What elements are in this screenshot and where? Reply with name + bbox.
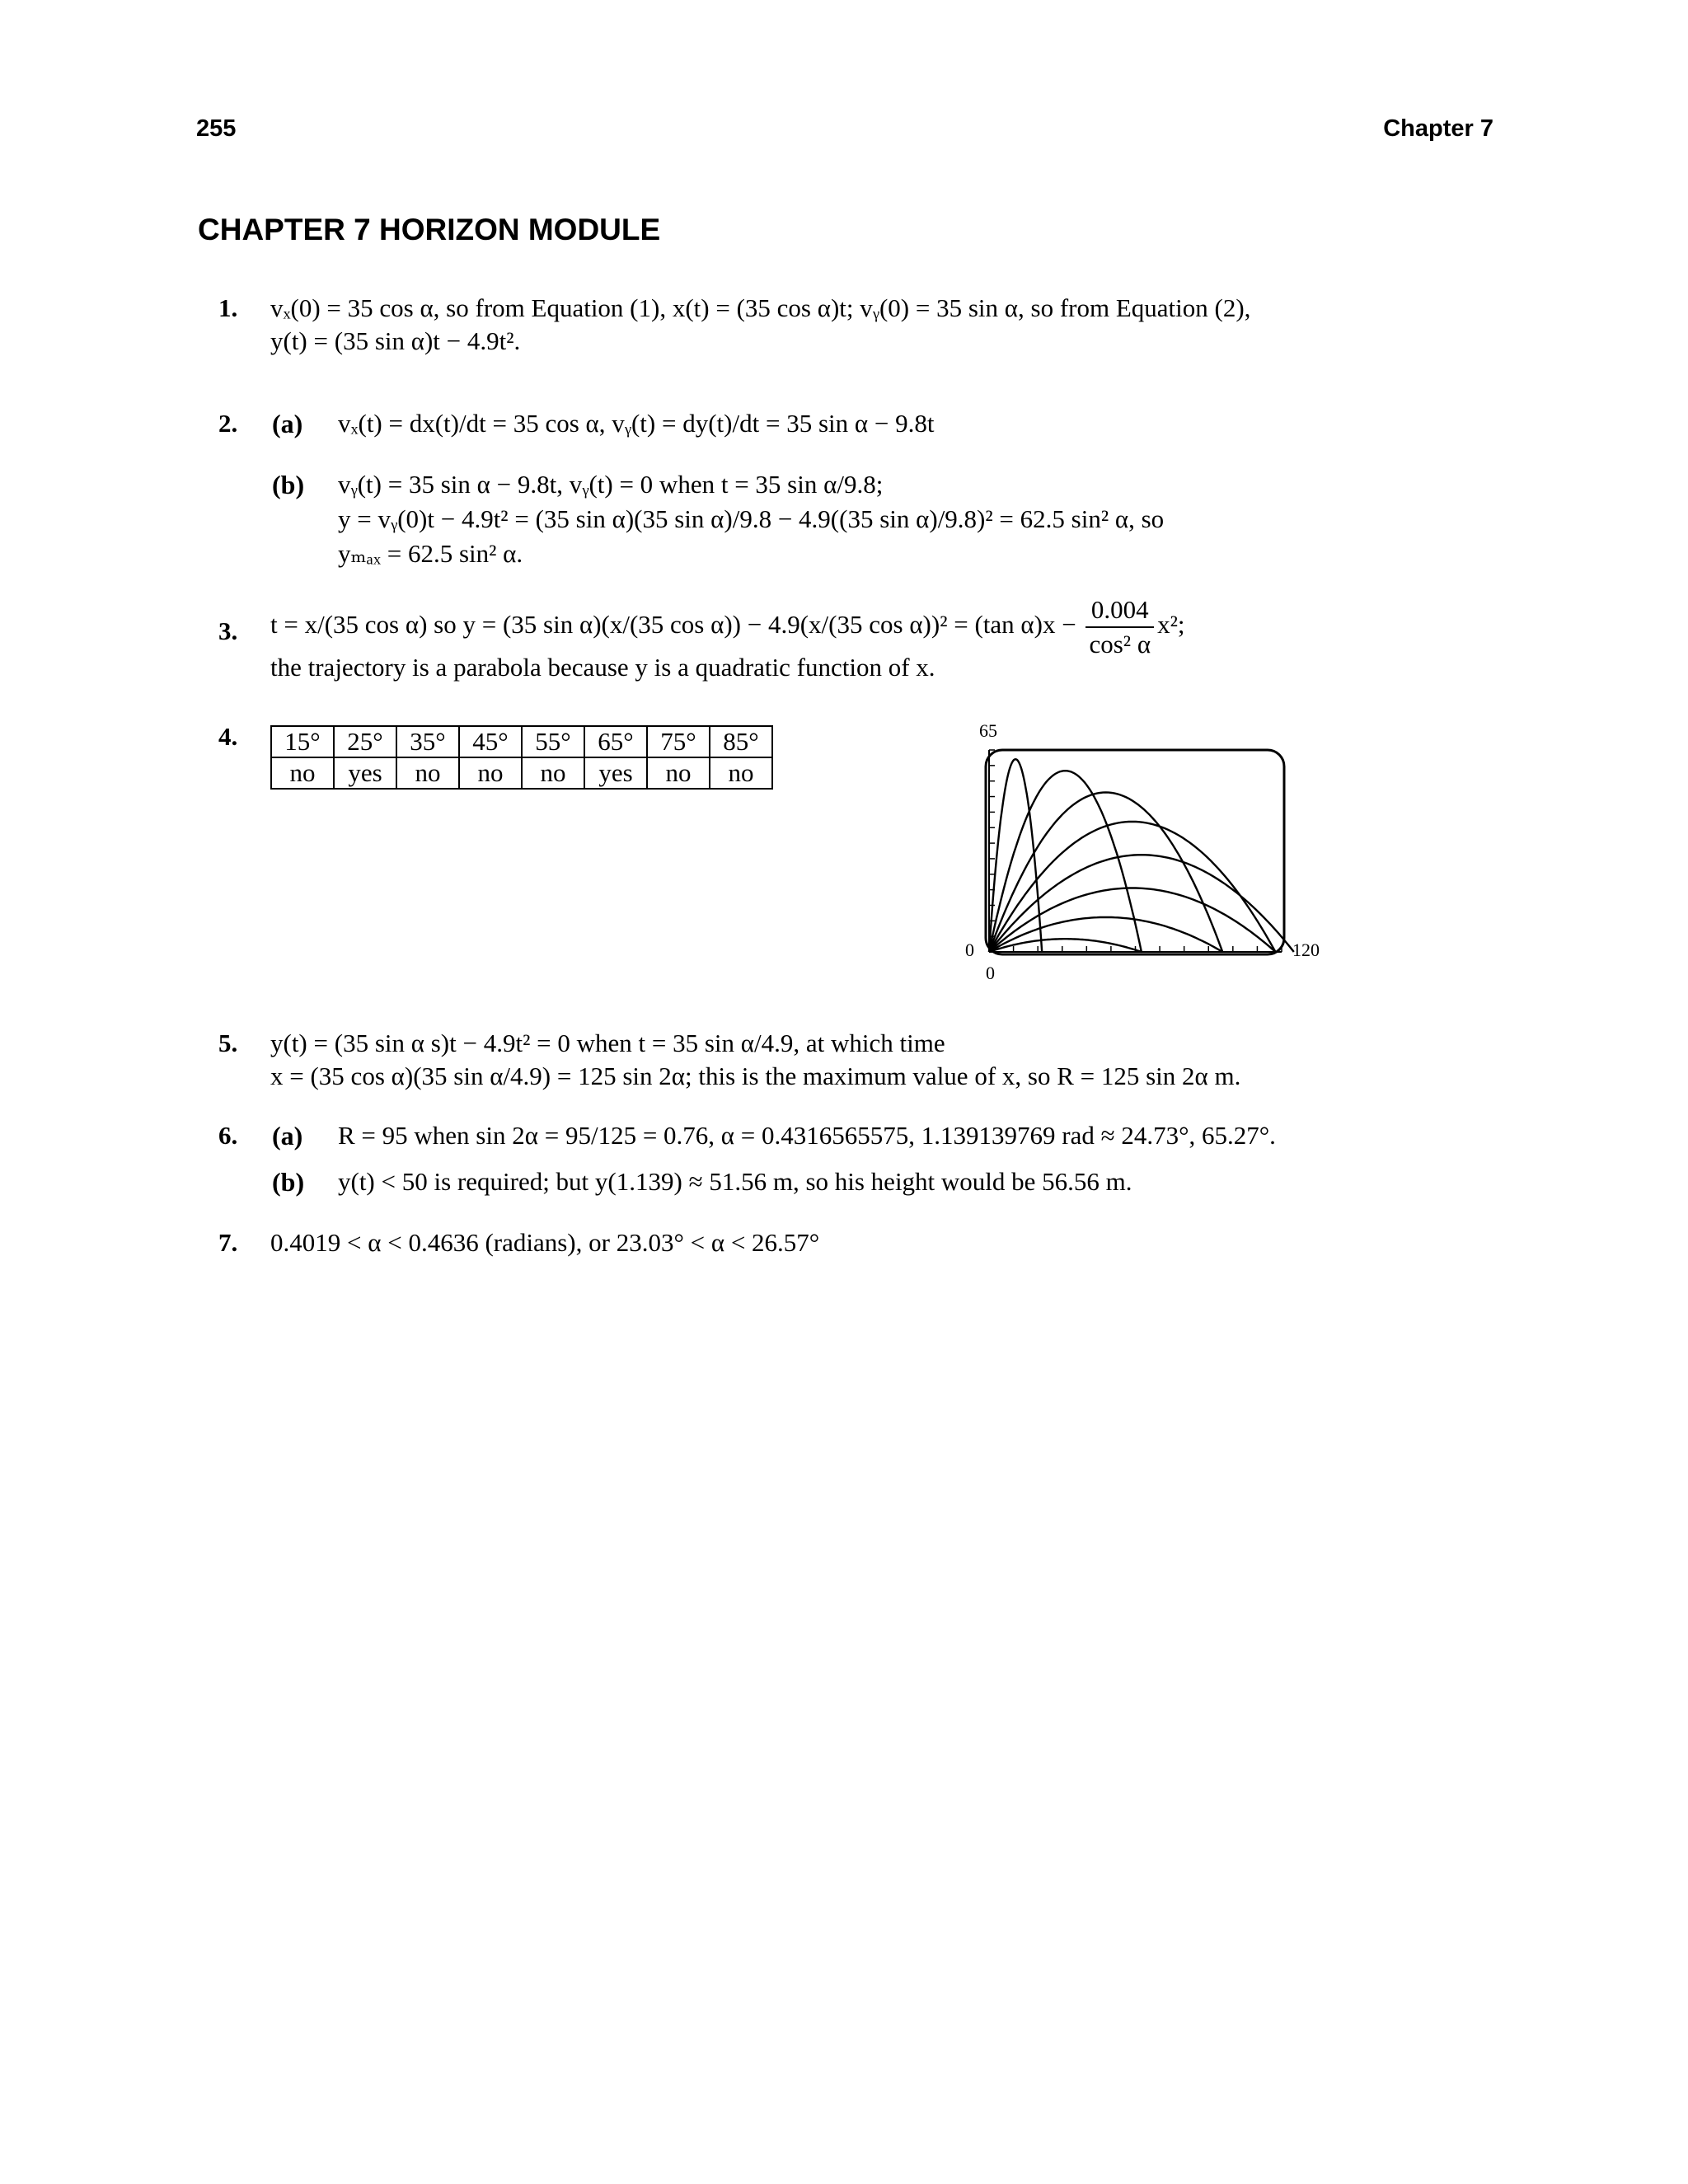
trajectory-curves <box>989 759 1294 952</box>
answer-cell: no <box>459 757 522 789</box>
trajectory-plot <box>956 717 1335 989</box>
problem-3-line-2: the trajectory is a parabola because y is a quadratic function of x. <box>270 653 935 682</box>
y-max-label: 65 <box>979 720 997 741</box>
problem-7-text: 0.4019 < α < 0.4636 (radians), or 23.03° < α < 26.57° <box>270 1228 820 1257</box>
problem-6b-label: (b) <box>272 1167 305 1197</box>
angle-cell: 75° <box>647 726 710 757</box>
answer-cell: yes <box>584 757 647 789</box>
problem-6a-text: R = 95 when sin 2α = 95/125 = 0.76, α = 0.4316565575, 1.139139769 rad ≈ 24.73°, 65.27°. <box>338 1121 1276 1150</box>
page-title: CHAPTER 7 HORIZON MODULE <box>198 213 661 246</box>
running-head-chapter: Chapter 7 <box>1383 115 1493 142</box>
answer-cell: no <box>271 757 334 789</box>
problem-2b-line-3: yₘₐₓ = 62.5 sin² α. <box>338 539 523 568</box>
problem-3-equation: t = x/(35 cos α) so y = (35 sin α)(x/(35 cos α)) − 4.9(x/(35 cos α))² = (tan α)x − <box>270 610 1076 640</box>
answer-cell: yes <box>334 757 396 789</box>
problem-6a-label: (a) <box>272 1121 303 1151</box>
problem-number-5: 5. <box>218 1029 238 1057</box>
angle-cell: 45° <box>459 726 522 757</box>
problem-number-4: 4. <box>218 722 238 751</box>
angle-cell: 65° <box>584 726 647 757</box>
fraction-numerator: 0.004 <box>1085 593 1154 628</box>
problem-6b-text: y(t) < 50 is required; but y(1.139) ≈ 51.56 m, so his height would be 56.56 m. <box>338 1167 1132 1196</box>
trajectory-curve-25 <box>989 917 1222 952</box>
answer-cell: no <box>396 757 459 789</box>
answer-cell: no <box>710 757 772 789</box>
angle-table <box>270 725 773 790</box>
fraction-denominator: cos² α <box>1089 630 1151 658</box>
problem-5-line-2: x = (35 cos α)(35 sin α/4.9) = 125 sin 2α; this is the maximum value of x, so R = 125 sin 2α m. <box>270 1062 1241 1090</box>
problem-2b-line-2: y = vᵧ(0)t − 4.9t² = (35 sin α)(35 sin α)/9.8 − 4.9((35 sin α)/9.8)² = 62.5 sin² α, so <box>338 504 1165 533</box>
problem-3-equation-end: x²; <box>1157 610 1185 640</box>
angle-cell: 35° <box>396 726 459 757</box>
problem-2b-label: (b) <box>272 470 305 499</box>
problem-1-line-1: vₓ(0) = 35 cos α, so from Equation (1), x(t) = (35 cos α)t; vᵧ(0) = 35 sin α, so from Equation (2), <box>270 293 1251 322</box>
problem-3-fraction <box>1085 593 1154 661</box>
angle-cell: 25° <box>334 726 396 757</box>
problem-5-line-1: y(t) = (35 sin α s)t − 4.9t² = 0 when t = 35 sin α/4.9, at which time <box>270 1029 945 1057</box>
x-zero-label: 0 <box>986 963 995 983</box>
answer-cell: no <box>522 757 584 789</box>
x-max-label: 120 <box>1292 940 1320 960</box>
problem-2a-text: vₓ(t) = dx(t)/dt = 35 cos α, vᵧ(t) = dy(t)/dt = 35 sin α − 9.8t <box>338 409 935 438</box>
problem-2b-line-1: vᵧ(t) = 35 sin α − 9.8t, vᵧ(t) = 0 when t = 35 sin α/9.8; <box>338 470 884 499</box>
angle-cell: 15° <box>271 726 334 757</box>
trajectory-curve-85 <box>989 759 1042 952</box>
problem-number-3: 3. <box>218 616 238 645</box>
angle-cell: 55° <box>522 726 584 757</box>
problem-1-line-2: y(t) = (35 sin α)t − 4.9t². <box>270 326 521 355</box>
problem-number-7: 7. <box>218 1228 238 1257</box>
problem-number-2: 2. <box>218 409 238 438</box>
answer-row <box>271 757 772 789</box>
angle-row <box>271 726 772 757</box>
problem-number-1: 1. <box>218 293 238 322</box>
trajectory-curve-65 <box>989 793 1222 953</box>
problem-3-line-1 <box>270 593 1185 661</box>
problem-2a-label: (a) <box>272 409 303 438</box>
trajectory-curve-15 <box>989 939 1142 952</box>
y-zero-label: 0 <box>965 940 974 960</box>
angle-cell: 85° <box>710 726 772 757</box>
answer-cell: no <box>647 757 710 789</box>
page-number: 255 <box>196 115 237 142</box>
problem-number-6: 6. <box>218 1121 238 1150</box>
